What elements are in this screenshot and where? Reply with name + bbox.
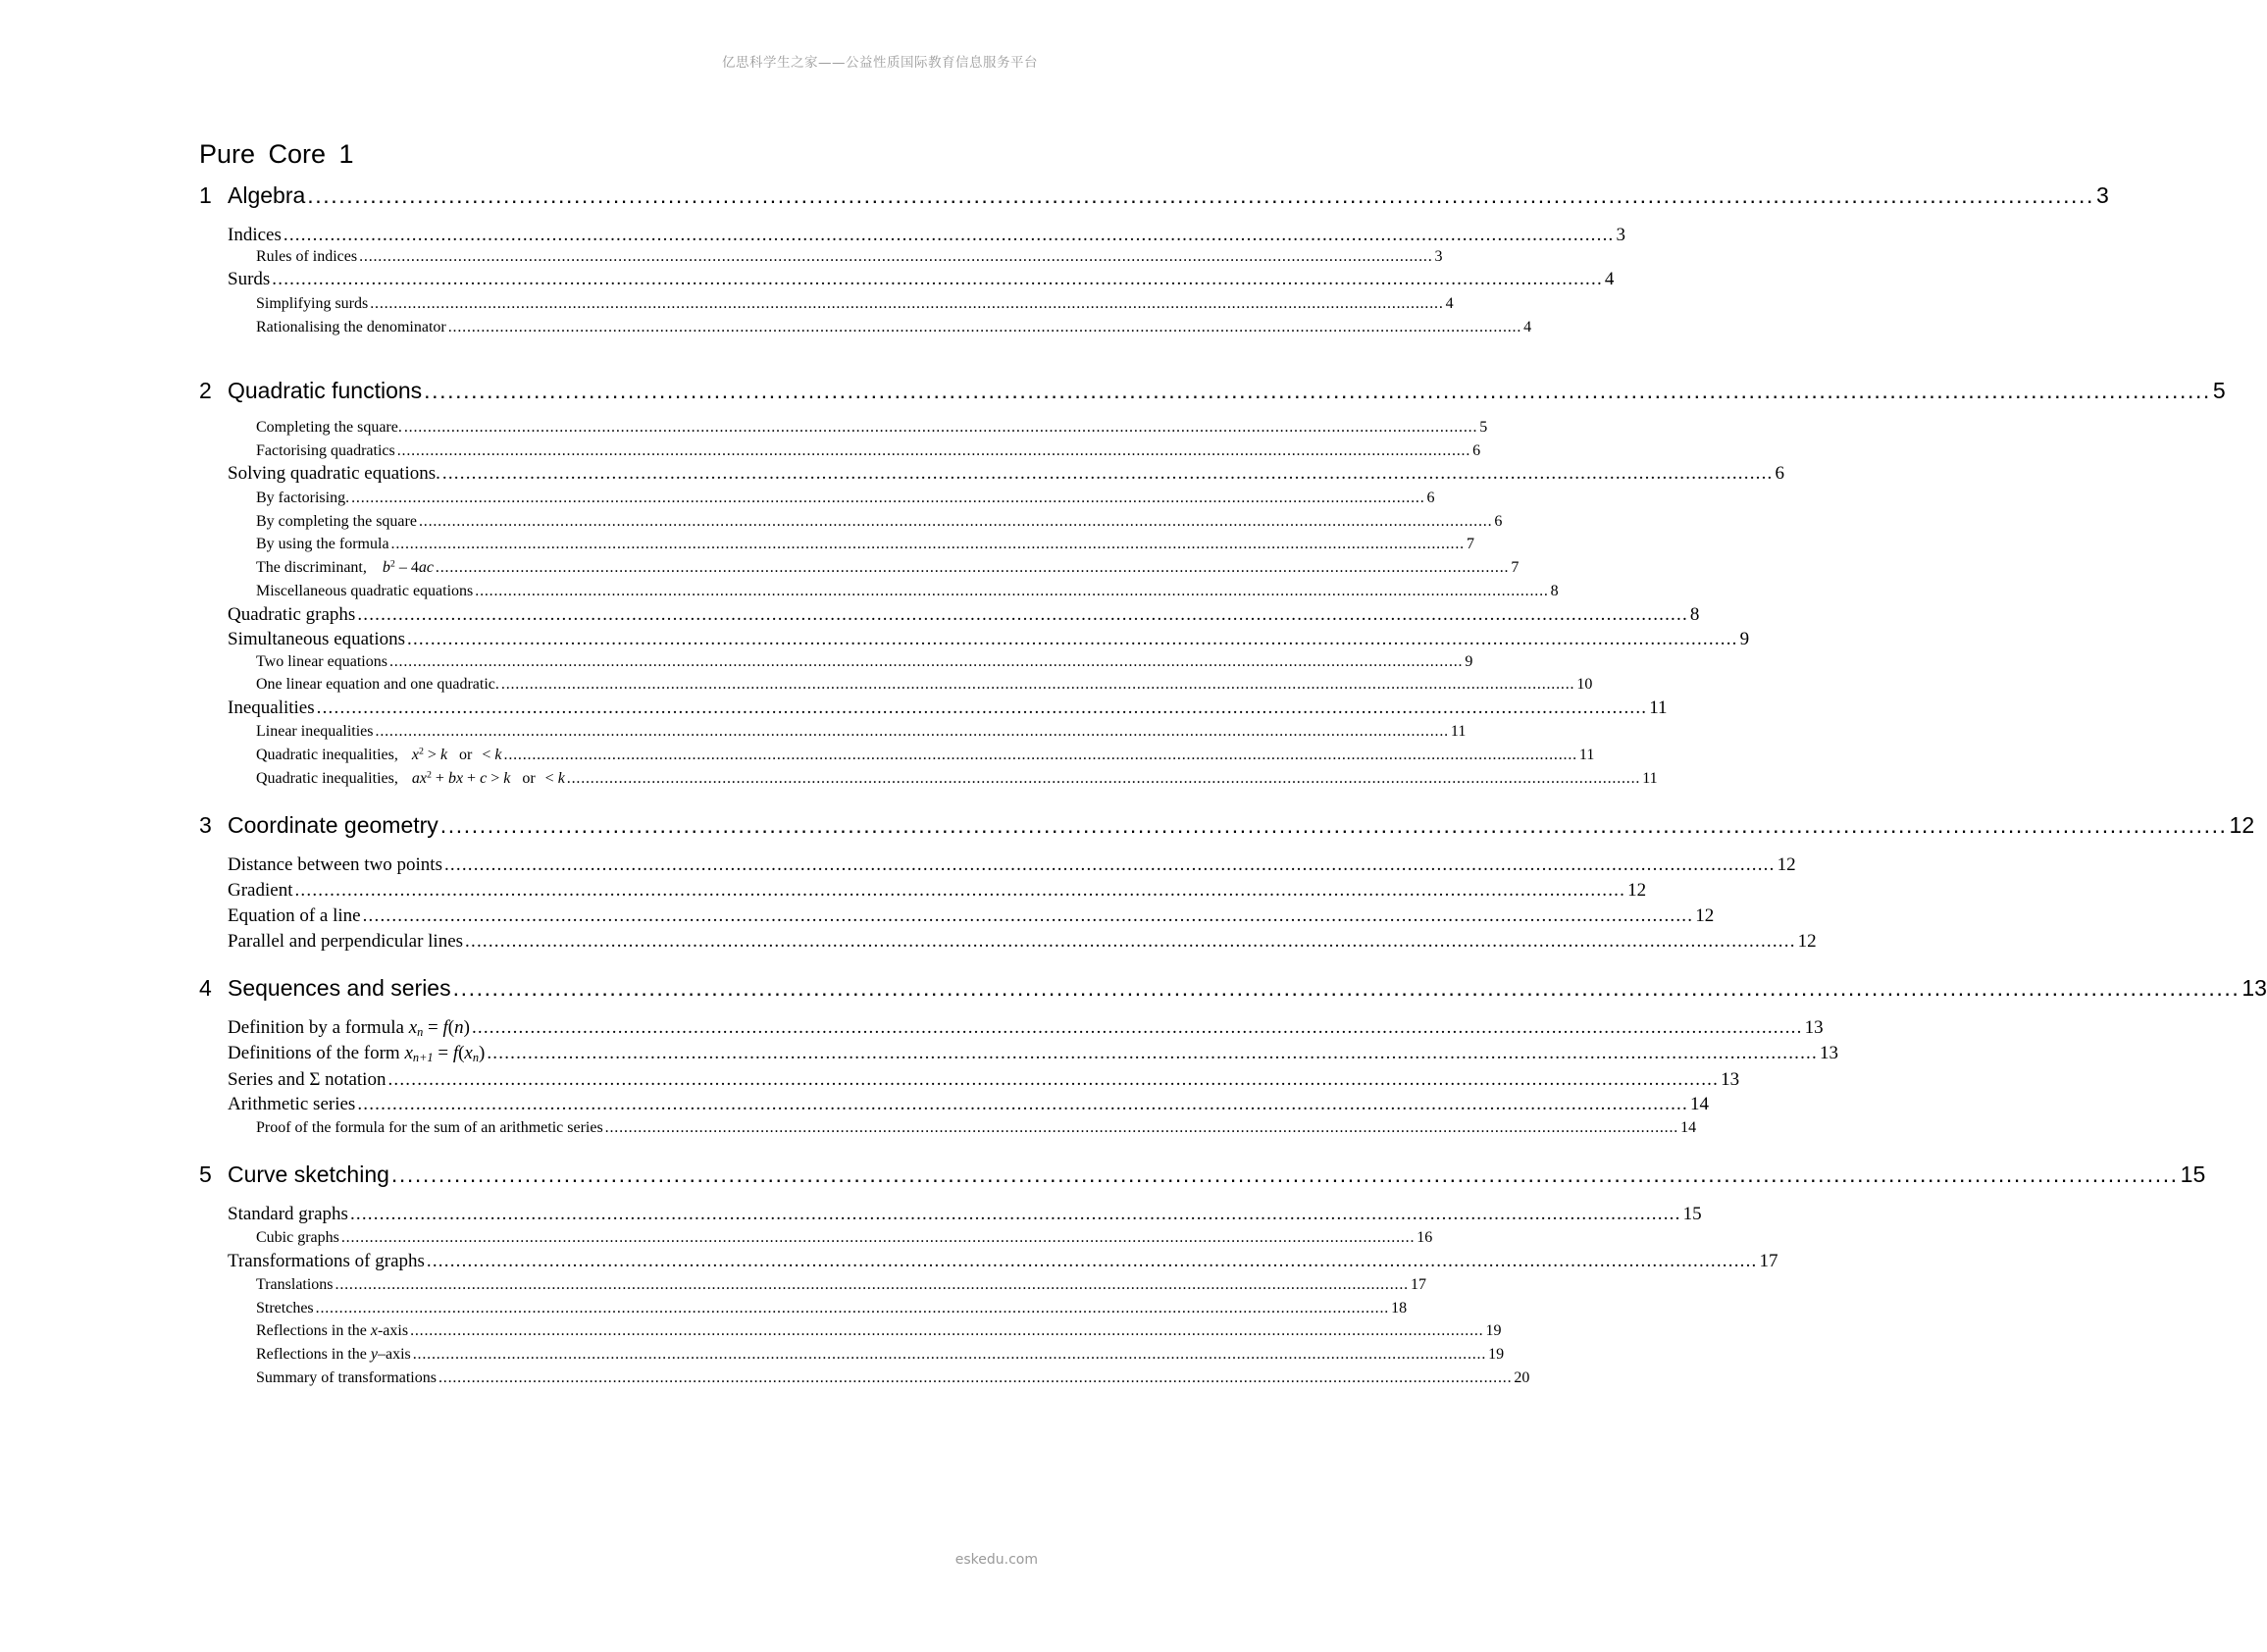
chapter-title: Curve sketching [228,1162,389,1187]
chapter-title: Algebra [228,182,306,208]
toc-entry-equation-line[interactable] [228,905,1715,927]
dot-leader: .................................................................................................................................................................................................................................... [307,182,2095,208]
dot-leader: .................................................................................................................................................................................................................................... [340,1229,1416,1246]
entry-title: Two linear equations [256,653,387,670]
dot-leader: .................................................................................................................................................................................................................................... [335,1276,1409,1293]
entry-title: Quadratic inequalities, $x^2 > k$ or < k [256,746,502,763]
dot-leader: .................................................................................................................................................................................................................................... [375,723,1449,740]
page-number: 4 [1604,269,1615,289]
toc-entry-quadratic-graphs[interactable] [228,604,1700,626]
entry-title: Factorising quadratics [256,442,395,459]
dot-leader: .................................................................................................................................................................................................................................... [359,248,1433,265]
dot-leader: .................................................................................................................................................................................................................................... [396,442,1471,459]
entry-title: Surds [228,269,271,289]
toc-entry-stretches[interactable] [256,1300,1408,1317]
dot-leader: .................................................................................................................................................................................................................................... [388,653,1464,670]
dot-leader: .................................................................................................................................................................................................................................... [390,1162,2179,1187]
page-number: 13 [1804,1017,1824,1038]
toc-entry-distance[interactable] [228,854,1796,876]
entry-title: Quadratic graphs [228,604,356,625]
page-number: 3 [2096,182,2109,208]
page-number: 5 [2212,378,2226,403]
page-number: 15 [1682,1204,1702,1224]
toc-entry-summary[interactable] [256,1369,1530,1387]
page-number: 11 [1649,697,1668,718]
page-number: 19 [1488,1346,1505,1363]
entry-title: By using the formula [256,536,389,552]
entry-title: By completing the square [256,513,417,530]
dot-leader: .................................................................................................................................................................................................................................... [604,1119,1679,1136]
entry-title: Parallel and perpendicular lines [228,931,464,952]
toc-entry-parallel[interactable] [228,931,1817,953]
page-number: 12 [1695,905,1715,926]
page-number: 9 [1465,653,1473,670]
entry-title: The discriminant, $b^2 - 4ac$ [256,558,434,576]
toc-entry-indices[interactable] [228,225,1625,246]
toc-entry-rationalising[interactable] [256,319,1532,336]
toc-entry-two-linear[interactable] [256,653,1473,671]
entry-title: Definitions of the form $x_{n+1} = f(x_n)$ [228,1043,486,1065]
dot-leader: .................................................................................................................................................................................................................................... [390,536,1465,552]
entry-title: Definition by a formula $x_n = f(n)$ [228,1017,470,1040]
page-number: 15 [2180,1162,2206,1187]
toc-entry-discriminant[interactable] [256,558,1520,577]
page-number: 4 [1445,295,1454,312]
entry-title: Gradient [228,880,293,901]
dot-leader: .................................................................................................................................................................................................................................... [438,1369,1513,1386]
toc-entry-reflections-y[interactable] [256,1346,1505,1364]
page-number: 6 [1775,463,1784,484]
page-number: 13 [2241,975,2267,1001]
toc-entry-factorising-quadratics[interactable] [256,442,1481,460]
entry-title: Simplifying surds [256,295,369,312]
dot-leader: .................................................................................................................................................................................................................................... [315,1300,1390,1316]
toc-entry-proof-formula[interactable] [256,1119,1697,1137]
toc-entry-definition-formula[interactable] [228,1017,1824,1040]
dot-leader: .................................................................................................................................................................................................................................... [500,676,1575,693]
chapter-number: 3 [199,812,212,838]
toc-entry-quadratic-inequalities-1[interactable] [256,746,1595,764]
entry-title: Reflections in the x-axis [256,1322,409,1339]
toc-entry-by-factorising[interactable] [256,490,1435,507]
entry-title: By factorising. [256,490,350,506]
entry-title: Reflections in the y–axis [256,1346,411,1363]
page-number: 13 [1721,1069,1740,1090]
toc-entry-rules-of-indices[interactable] [256,248,1443,266]
dot-leader: .................................................................................................................................................................................................................................... [465,931,1796,952]
page-number: 8 [1689,604,1700,625]
toc-chapter-2[interactable] [199,378,2226,404]
toc-entry-gradient[interactable] [228,880,1647,902]
chapter-title: Sequences and series [228,975,451,1001]
entry-title: Translations [256,1276,334,1293]
chapter-title: Quadratic functions [228,378,423,403]
toc-entry-solving-quadratic[interactable] [228,463,1784,485]
dot-leader: .................................................................................................................................................................................................................................... [435,559,1510,576]
entry-title: Summary of transformations [256,1369,437,1386]
page-number: 10 [1576,676,1593,693]
dot-leader: .................................................................................................................................................................................................................................... [349,1204,1681,1224]
entry-title: Arithmetic series [228,1094,356,1114]
dot-leader: .................................................................................................................................................................................................................................... [503,747,1577,763]
toc-entry-misc-quadratic[interactable] [256,583,1559,600]
page-number: 12 [1777,854,1796,875]
entry-title: Proof of the formula for the sum of an arithmetic series [256,1119,603,1136]
page-number: 3 [1616,225,1625,245]
entry-title: Indices [228,225,282,245]
page-number: 14 [1689,1094,1709,1114]
toc-entry-one-linear[interactable] [256,676,1593,694]
page-number: 12 [2229,812,2255,838]
dot-leader: .................................................................................................................................................................................................................................... [351,490,1425,506]
entry-title: Cubic graphs [256,1229,339,1246]
chapter-number: 1 [199,182,212,208]
dot-leader: .................................................................................................................................................................................................................................... [566,770,1641,787]
dot-leader: .................................................................................................................................................................................................................................... [441,463,1774,484]
page-number: 7 [1466,536,1474,552]
page-number: 11 [1642,770,1658,787]
dot-leader: .................................................................................................................................................................................................................................... [447,319,1522,336]
page-number: 7 [1511,559,1520,576]
toc-entry-inequalities[interactable] [228,697,1668,719]
dot-leader: .................................................................................................................................................................................................................................... [424,378,2211,403]
toc-entry-linear-inequalities[interactable] [256,723,1467,741]
toc-entry-translations[interactable] [256,1276,1426,1294]
dot-leader: .................................................................................................................................................................................................................................... [294,880,1626,901]
dot-leader: .................................................................................................................................................................................................................................... [443,854,1776,875]
page-number: 19 [1485,1322,1502,1339]
chapter-number: 2 [199,378,212,403]
toc-entry-definitions-form[interactable] [228,1043,1838,1065]
entry-title: Completing the square. [256,419,402,436]
dot-leader: .................................................................................................................................................................................................................................... [362,905,1694,926]
dot-leader: .................................................................................................................................................................................................................................... [283,225,1615,245]
page-number: 13 [1819,1043,1838,1063]
page-number: 8 [1550,583,1559,599]
page-number: 6 [1472,442,1481,459]
dot-leader: .................................................................................................................................................................................................................................... [426,1251,1758,1271]
page-number: 18 [1391,1300,1408,1316]
entry-title: Simultaneous equations [228,629,406,649]
toc-entry-standard-graphs[interactable] [228,1204,1702,1225]
page-number: 6 [1426,490,1435,506]
dot-leader: .................................................................................................................................................................................................................................... [316,697,1648,718]
entry-title: Transformations of graphs [228,1251,425,1271]
dot-leader: .................................................................................................................................................................................................................................... [475,583,1549,599]
page-number: 9 [1739,629,1750,649]
entry-title: Linear inequalities [256,723,374,740]
chapter-number: 5 [199,1162,212,1187]
dot-leader: .................................................................................................................................................................................................................................... [387,1069,1720,1090]
page-number: 6 [1494,513,1503,530]
dot-leader: .................................................................................................................................................................................................................................... [452,975,2241,1001]
toc-entry-cubic-graphs[interactable] [256,1229,1433,1247]
page-number: 16 [1417,1229,1433,1246]
entry-title: Standard graphs [228,1204,348,1224]
entry-title: Series and Σ notation [228,1069,386,1090]
page-number: 5 [1479,419,1488,436]
dot-leader: .................................................................................................................................................................................................................................... [357,604,1688,625]
chapter-number: 4 [199,975,212,1001]
toc-entry-reflections-x[interactable] [256,1322,1502,1340]
dot-leader: .................................................................................................................................................................................................................................... [487,1043,1818,1063]
toc-entry-quadratic-inequalities-2[interactable] [256,769,1658,788]
page-number: 14 [1680,1119,1697,1136]
entry-title: One linear equation and one quadratic. [256,676,499,693]
toc-entry-simplifying-surds[interactable] [256,295,1454,313]
header-watermark: 亿思科学生之家——公益性质国际教育信息服务平台 [722,55,1038,71]
dot-leader: .................................................................................................................................................................................................................................... [272,269,1603,289]
page-number: 12 [1627,880,1647,901]
dot-leader: .................................................................................................................................................................................................................................... [410,1322,1484,1339]
entry-title: Distance between two points [228,854,442,875]
page-number: 17 [1410,1276,1426,1293]
toc-entry-simultaneous[interactable] [228,629,1750,650]
page-number: 4 [1523,319,1532,336]
entry-title: Stretches [256,1300,314,1316]
page-number: 12 [1797,931,1817,952]
toc-entry-arithmetic-series[interactable] [228,1094,1709,1115]
toc-chapter-3[interactable] [199,812,2255,839]
page-title: Pure Core 1 [199,139,354,169]
toc-chapter-1[interactable] [199,182,2109,209]
entry-title: Equation of a line [228,905,361,926]
entry-title: Inequalities [228,697,315,718]
chapter-title: Coordinate geometry [228,812,438,838]
entry-title: Quadratic inequalities, $ax^2$ + bx + c > k or < k [256,769,565,787]
dot-leader: .................................................................................................................................................................................................................................... [357,1094,1688,1114]
toc-entry-surds[interactable] [228,269,1615,290]
footer-watermark: eskedu.com [954,1552,1038,1568]
toc-entry-by-formula[interactable] [256,536,1474,553]
toc-entry-transformations[interactable] [228,1251,1778,1272]
toc-entry-by-completing-square[interactable] [256,513,1503,531]
dot-leader: .................................................................................................................................................................................................................................... [412,1346,1487,1363]
entry-title: Rationalising the denominator [256,319,446,336]
toc-entry-series-sigma[interactable] [228,1069,1740,1091]
dot-leader: .................................................................................................................................................................................................................................... [370,295,1444,312]
page-number: 20 [1514,1369,1530,1386]
dot-leader: .................................................................................................................................................................................................................................... [439,812,2228,838]
dot-leader: .................................................................................................................................................................................................................................... [471,1017,1803,1038]
page-number: 17 [1759,1251,1778,1271]
page-number: 11 [1578,747,1595,763]
toc-chapter-4[interactable] [199,975,2267,1002]
page-number: 11 [1450,723,1467,740]
entry-title: Solving quadratic equations. [228,463,440,484]
toc-chapter-5[interactable] [199,1162,2206,1188]
toc-entry-completing-square[interactable] [256,419,1488,437]
entry-title: Rules of indices [256,248,358,265]
page-number: 3 [1434,248,1443,265]
entry-title: Miscellaneous quadratic equations [256,583,474,599]
dot-leader: .................................................................................................................................................................................................................................... [407,629,1738,649]
dot-leader: .................................................................................................................................................................................................................................... [418,513,1493,530]
dot-leader: .................................................................................................................................................................................................................................... [403,419,1478,436]
